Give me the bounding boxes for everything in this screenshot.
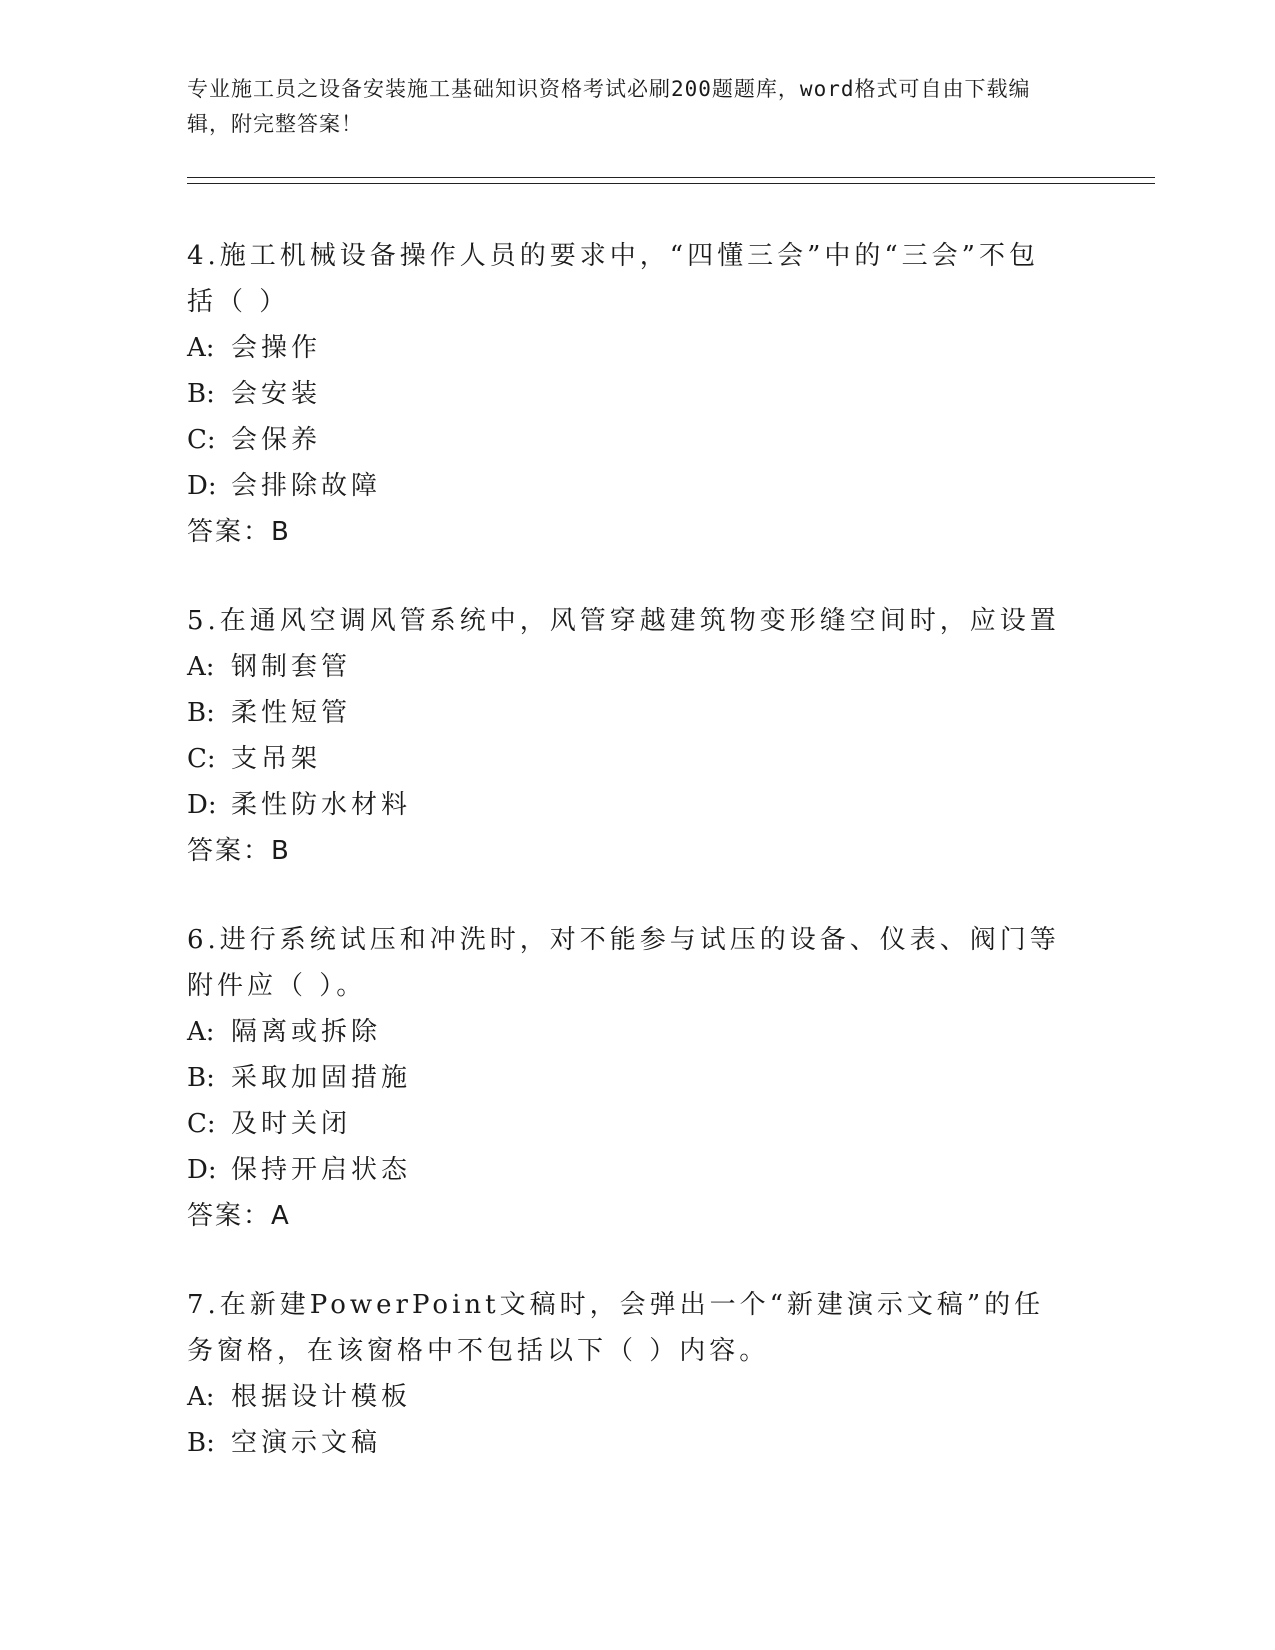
document-header: 专业施工员之设备安装施工基础知识资格考试必刷200题题库，word格式可自由下载编辑，附完整答案！ (187, 77, 1031, 136)
answer-line: 答案：B (187, 517, 291, 547)
header-divider-bottom (187, 183, 1155, 184)
question-stem: 4.施工机械设备操作人员的要求中，“四懂三会”中的“三会”不包括（ ） (187, 241, 1039, 317)
option-text: 柔性短管 (231, 698, 352, 728)
option-letter: A: (187, 333, 215, 363)
answer-line: 答案：A (187, 1201, 291, 1231)
option-b (187, 690, 1067, 736)
option-a (187, 1009, 1067, 1055)
option-letter: D: (187, 471, 217, 501)
option-text: 会安装 (231, 379, 322, 409)
header-divider-top (187, 177, 1155, 178)
option-text: 钢制套管 (231, 652, 352, 682)
option-letter: C: (187, 744, 216, 774)
option-d (187, 463, 1067, 509)
option-text: 根据设计模板 (231, 1382, 412, 1412)
option-b (187, 1420, 1067, 1466)
option-text: 空演示文稿 (231, 1428, 382, 1458)
option-c (187, 1101, 1067, 1147)
option-a (187, 1374, 1067, 1420)
option-a (187, 644, 1067, 690)
option-letter: B: (187, 1063, 215, 1093)
option-text: 采取加固措施 (231, 1063, 412, 1093)
option-text: 保持开启状态 (231, 1155, 412, 1185)
option-text: 会保养 (231, 425, 322, 455)
question-block (187, 233, 1067, 555)
answer-line: 答案：B (187, 836, 291, 866)
question-block (187, 917, 1067, 1239)
question-stem: 5.在通风空调风管系统中，风管穿越建筑物变形缝空间时，应设置 (187, 606, 1060, 636)
option-letter: A: (187, 1017, 215, 1047)
option-letter: D: (187, 790, 217, 820)
question-stem: 6.进行系统试压和冲洗时，对不能参与试压的设备、仪表、阀门等附件应（ ）。 (187, 925, 1060, 1001)
option-a (187, 325, 1067, 371)
option-letter: B: (187, 1428, 215, 1458)
option-letter: D: (187, 1155, 217, 1185)
option-letter: A: (187, 652, 215, 682)
option-c (187, 417, 1067, 463)
option-d (187, 782, 1067, 828)
option-text: 隔离或拆除 (231, 1017, 382, 1047)
option-letter: C: (187, 425, 216, 455)
option-text: 及时关闭 (231, 1109, 352, 1139)
option-text: 柔性防水材料 (231, 790, 412, 820)
option-b (187, 371, 1067, 417)
option-letter: A: (187, 1382, 215, 1412)
option-text: 会排除故障 (231, 471, 382, 501)
option-b (187, 1055, 1067, 1101)
option-letter: B: (187, 379, 215, 409)
option-text: 会操作 (231, 333, 322, 363)
option-d (187, 1147, 1067, 1193)
option-c (187, 736, 1067, 782)
question-block (187, 1282, 1067, 1466)
option-letter: C: (187, 1109, 216, 1139)
option-text: 支吊架 (231, 744, 322, 774)
question-block (187, 598, 1067, 874)
question-stem: 7.在新建PowerPoint文稿时，会弹出一个“新建演示文稿”的任务窗格，在该窗格中不包括以下（ ）内容。 (187, 1290, 1045, 1366)
option-letter: B: (187, 698, 215, 728)
